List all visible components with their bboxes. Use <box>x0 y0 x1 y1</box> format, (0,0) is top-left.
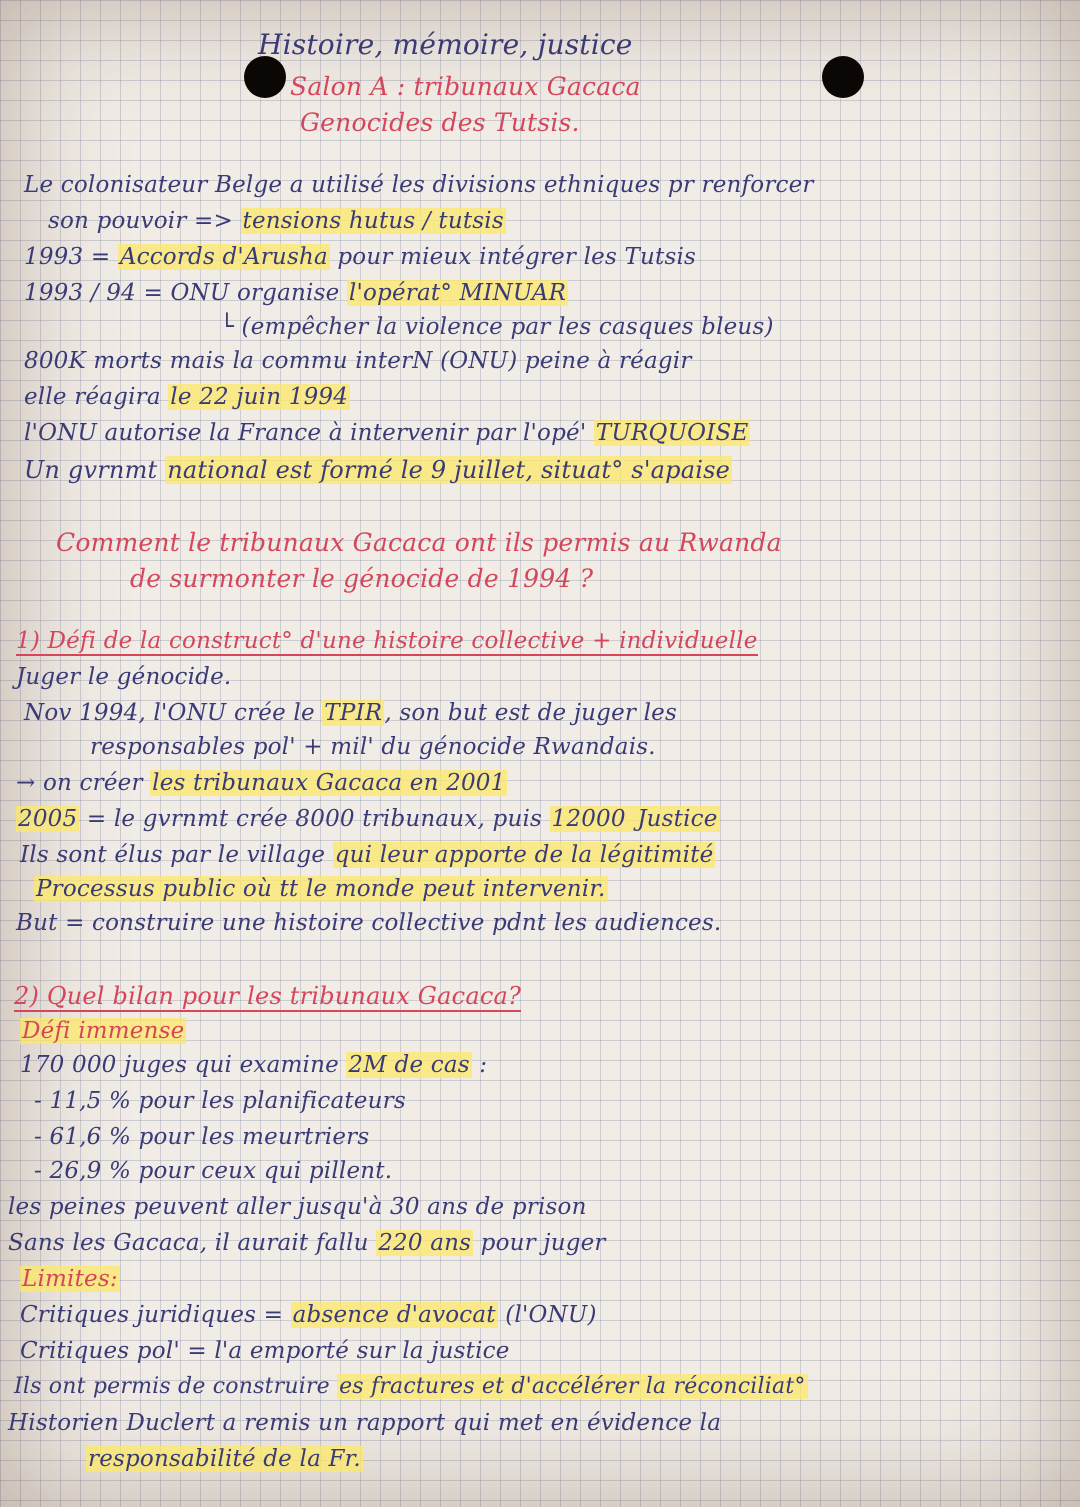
highlight: Processus public où tt le monde peut intervenir. <box>36 876 606 902</box>
highlight: tensions hutus / tutsis <box>242 208 504 234</box>
highlight: 12000 <box>551 806 626 832</box>
section-text: pour juger <box>473 1230 606 1256</box>
intro-text: 1993 / 94 = ONU organise <box>24 280 347 306</box>
section-2-line-2 <box>20 1052 487 1078</box>
page-subtitle-salon: Salon A : tribunaux Gacaca <box>290 72 641 101</box>
section-1-line-6 <box>20 842 715 868</box>
binder-hole-right <box>822 56 864 98</box>
section-text: , son but est de juger les <box>384 700 677 726</box>
intro-line-1: Le colonisateur Belge a utilisé les divisions ethniques pr renforcer <box>24 172 814 198</box>
intro-line-2 <box>48 208 506 234</box>
highlight: 2M de cas <box>348 1052 470 1078</box>
section-text: → on créer <box>16 770 151 796</box>
section-2-line-8 <box>20 1266 120 1292</box>
highlight: responsabilité de la Fr. <box>88 1446 361 1472</box>
highlight: les tribunaux Gacaca en 2001 <box>152 770 506 796</box>
intro-text: elle réagira <box>24 384 169 410</box>
section-1-line-3: responsables pol' + mil' du génocide Rwandais. <box>90 734 656 760</box>
highlight: qui leur apporte de la légitimité <box>334 842 714 868</box>
section-1-heading: 1) Défi de la construct° d'une histoire collective + individuelle <box>16 628 758 654</box>
highlight: Justice <box>629 806 718 832</box>
highlight: absence d'avocat <box>292 1302 496 1328</box>
section-2-line-13 <box>86 1446 363 1472</box>
section-text: Sans les Gacaca, il aurait fallu <box>8 1230 377 1256</box>
section-2-heading: 2) Quel bilan pour les tribunaux Gacaca? <box>14 982 522 1010</box>
intro-text: Un gvrnmt <box>24 456 166 484</box>
intro-text: son pouvoir => <box>48 208 241 234</box>
section-1-line-1: Juger le génocide. <box>16 664 232 690</box>
section-text: 170 000 juges qui examine <box>20 1052 347 1078</box>
section-text: Nov 1994, l'ONU crée le <box>24 700 323 726</box>
section-2-line-3: - 11,5 % pour les planificateurs <box>34 1088 406 1114</box>
binder-hole-left <box>244 56 286 98</box>
intro-text: pour mieux intégrer les Tutsis <box>329 244 697 270</box>
problem-question-line-2: de surmonter le génocide de 1994 ? <box>130 564 594 593</box>
highlight: Défi immense <box>22 1018 185 1044</box>
page-subtitle-genocide: Genocides des Tutsis. <box>300 108 580 137</box>
section-2-line-10: Critiques pol' = l'a emporté sur la justice <box>20 1338 510 1364</box>
section-2-line-4: - 61,6 % pour les meurtriers <box>34 1124 370 1150</box>
intro-line-5: └ (empêcher la violence par les casques bleus) <box>220 314 774 340</box>
section-2-line-9 <box>20 1302 597 1328</box>
section-1-line-8: But = construire une histoire collective pdnt les audiences. <box>16 910 722 936</box>
section-1-line-2 <box>24 700 677 726</box>
highlight: 220 ans <box>378 1230 472 1256</box>
highlight: le 22 juin 1994 <box>170 384 349 410</box>
section-2-line-11 <box>14 1374 808 1399</box>
section-2-line-12: Historien Duclert a remis un rapport qui met en évidence la <box>8 1410 722 1436</box>
highlight: TPIR <box>324 700 383 726</box>
highlight: 2005 <box>18 806 78 832</box>
section-text: Ils sont élus par le village <box>20 842 333 868</box>
highlight: l'opérat° MINUAR <box>348 280 567 306</box>
section-1-line-4 <box>16 770 507 796</box>
intro-line-3 <box>24 244 696 270</box>
intro-line-6: 800K morts mais la commu interN (ONU) peine à réagir <box>24 348 692 374</box>
highlight: Limites: <box>22 1266 118 1292</box>
problem-question-line-1: Comment le tribunaux Gacaca ont ils permis au Rwanda <box>56 528 782 557</box>
section-1-line-7 <box>34 876 608 902</box>
intro-line-8 <box>24 420 750 446</box>
page-title: Histoire, mémoire, justice <box>258 28 633 61</box>
highlight: es fractures et d'accélérer la réconciliat° <box>339 1374 806 1399</box>
intro-line-9 <box>24 456 732 484</box>
section-text: (l'ONU) <box>497 1302 597 1328</box>
section-text: = le gvrnmt crée 8000 tribunaux, puis <box>79 806 550 832</box>
highlight: national est formé le 9 juillet, situat° s'apaise <box>167 456 730 484</box>
section-text: : <box>471 1052 488 1078</box>
section-2-line-7 <box>8 1230 606 1256</box>
intro-line-7 <box>24 384 350 410</box>
highlight: Accords d'Arusha <box>119 244 328 270</box>
section-2-line-5: - 26,9 % pour ceux qui pillent. <box>34 1158 393 1184</box>
intro-text: 1993 = <box>24 244 118 270</box>
section-2-line-6: les peines peuvent aller jusqu'à 30 ans de prison <box>8 1194 587 1220</box>
section-2-line-1 <box>20 1018 186 1044</box>
section-text: Ils ont permis de construire <box>14 1374 338 1399</box>
section-text: Critiques juridiques = <box>20 1302 291 1328</box>
intro-text: l'ONU autorise la France à intervenir par l'opé' <box>24 420 594 446</box>
highlight: TURQUOISE <box>595 420 749 446</box>
section-1-line-5 <box>16 806 720 832</box>
intro-line-4 <box>24 280 568 306</box>
